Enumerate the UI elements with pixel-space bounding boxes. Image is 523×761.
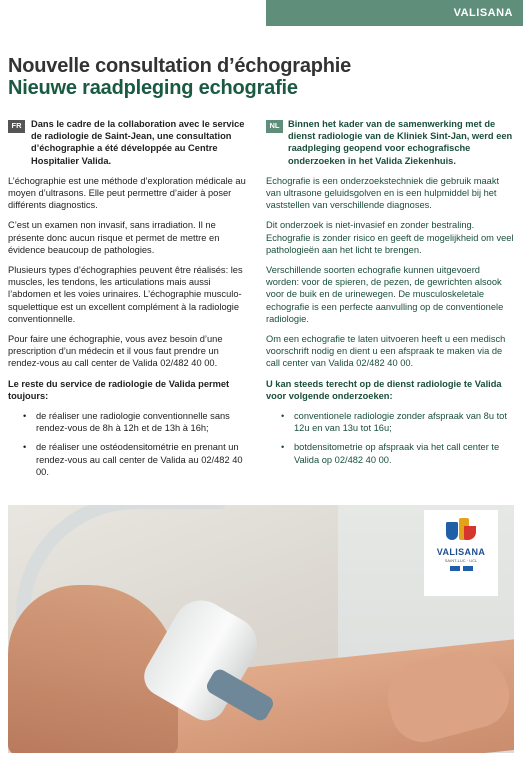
- list-item-text: conventionele radiologie zonder afspraak van 8u tot 12u en van 13u tot 16u;: [294, 411, 507, 434]
- paragraph-fr: L’échographie est une méthode d’exploration médicale au moyen d’ultrasons. Elle peut permettre d’aider à poser différents diagnostics.: [8, 175, 246, 211]
- list-item-text: botdensitometrie op afspraak via het call center te Valida op 02/482 40 00.: [294, 442, 500, 465]
- list-item: [266, 441, 514, 465]
- services-heading-nl: U kan steeds terecht op de dienst radiologie te Valida voor volgende onderzoeken:: [266, 378, 502, 401]
- bullet-icon: •: [23, 411, 27, 422]
- partner-logos-icon: [450, 566, 473, 571]
- lead-text-fr: Dans le cadre de la collaboration avec le service de radiologie de Saint-Jean, une consultation d’échographie a été développée au Centre Hospitalier Valida.: [31, 119, 245, 166]
- lead-text-nl: Binnen het kader van de samenwerking met de dienst radiologie van de Kliniek Sint-Jan, werd een raadpleging geopend voor echografische onderzoeken in het Valida Ziekenhuis.: [288, 119, 513, 166]
- list-item: [8, 441, 252, 478]
- list-item: [266, 410, 514, 434]
- paragraph-fr: C’est un examen non invasif, sans irradiation. Il ne présente donc aucun risque et permet de mettre en évidence beaucoup de pathologies.: [8, 220, 220, 255]
- bullet-icon: •: [23, 442, 27, 453]
- paragraph-fr: Pour faire une échographie, vous avez besoin d’une prescription d’un médecin et il vous faut prendre un rendez-vous au call center de Valida 02/482 40 00.: [8, 334, 223, 369]
- paragraph-fr: Plusieurs types d’échographies peuvent être réalisés: les muscles, les tendons, les articulations mais aussi l’abdomen et les voies urinaires. L’échographie musculo-squelettique est un excellent complément à la radiologie conventionnelle.: [8, 265, 243, 324]
- language-badge-nl: NL: [266, 120, 283, 133]
- brand-topbar: [266, 0, 523, 26]
- logo-wordmark: VALISANA: [436, 547, 486, 557]
- column-dutch: [266, 118, 514, 473]
- bullet-icon: •: [281, 411, 285, 422]
- page-title-nl: Nieuwe raadpleging echografie: [8, 77, 298, 99]
- list-item-text: de réaliser une ostéodensitométrie en prenant un rendez-vous au call center de Valida au 02/482 40 00.: [36, 442, 243, 477]
- column-french: [8, 118, 252, 485]
- services-heading-fr: Le reste du service de radiologie de Valida permet toujours:: [8, 378, 230, 401]
- valisana-logo-mark-icon: [446, 518, 476, 544]
- paragraph-nl: Echografie is een onderzoekstechniek die gebruik maakt van ultrasone geluidsgolven en is een hulpmiddel bij het vaststellen van verschillende diagnoses.: [266, 175, 500, 211]
- brand-topbar-label: VALISANA: [453, 7, 513, 19]
- paragraph-nl: Dit onderzoek is niet-invasief en zonder bestraling. Echografie is zonder risico en geeft de mogelijkheid om veel pathologieën aan het licht te brengen.: [266, 220, 514, 255]
- bullet-icon: •: [281, 442, 285, 453]
- services-list-fr: [8, 410, 252, 478]
- services-list-nl: [266, 410, 514, 466]
- lead-paragraph-fr: [8, 118, 252, 167]
- valisana-logo: [424, 510, 498, 596]
- language-badge-fr: FR: [8, 120, 25, 133]
- logo-subtitle: SAINT-LUC · UCL: [444, 558, 478, 563]
- list-item: [8, 410, 252, 434]
- page-title-fr: Nouvelle consultation d’échographie: [8, 55, 352, 77]
- list-item-text: de réaliser une radiologie conventionnelle sans rendez-vous de 8h à 12h et de 13h à 16h;: [36, 411, 230, 434]
- paragraph-nl: Om een echografie te laten uitvoeren heeft u een medisch voorschrift nodig en dient u een afspraak te maken via de call center van Valida 02/482 40 00.: [266, 334, 506, 369]
- lead-paragraph-nl: [266, 118, 514, 167]
- paragraph-nl: Verschillende soorten echografie kunnen uitgevoerd worden: voor de spieren, de pezen, de gewrichten alsook voor de buik en de urinewegen. De musculoskeletale echografie is een perfecte aanvulling op de conventionele radiologie.: [266, 265, 504, 324]
